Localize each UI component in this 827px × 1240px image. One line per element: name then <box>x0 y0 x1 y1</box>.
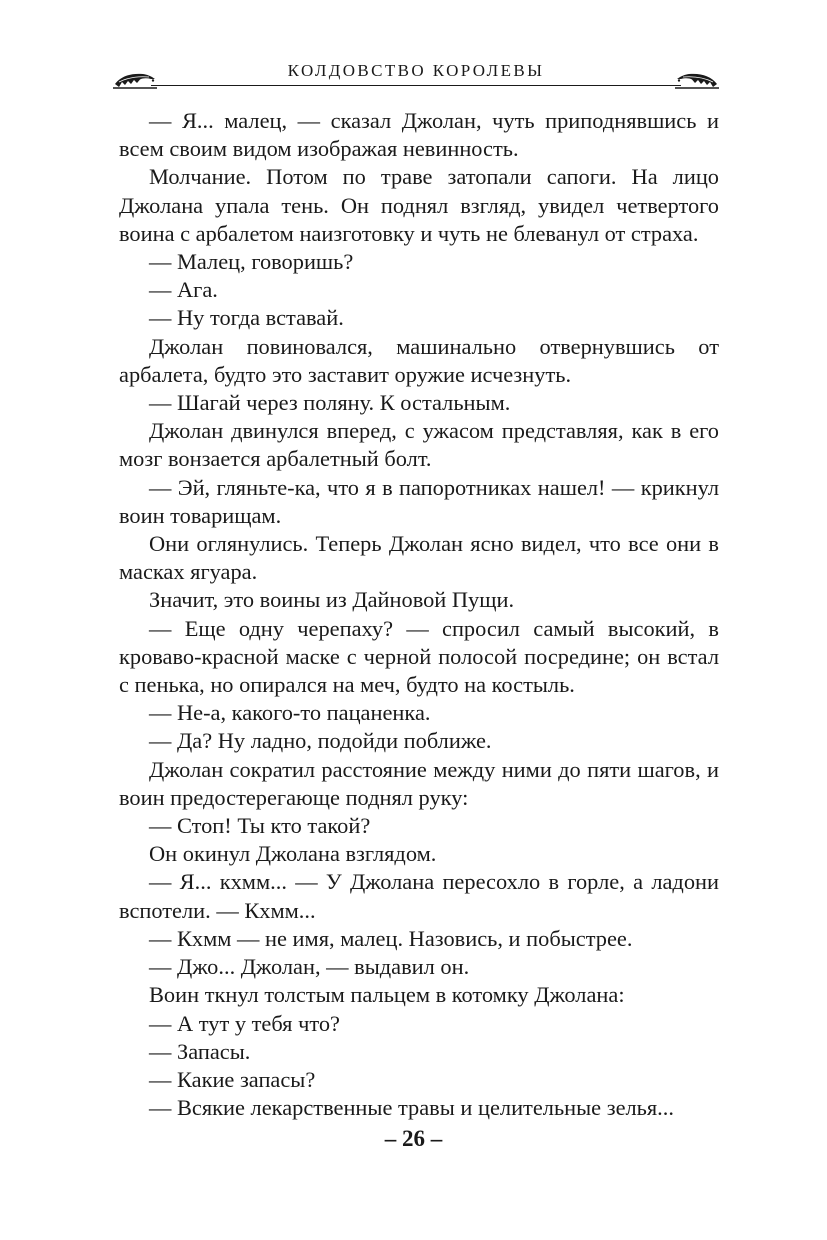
paragraph: Молчание. Потом по траве затопали сапоги. На лицо Джолана упала тень. Он поднял взгляд, увидел четвертого воина с арбалетом наизготовку и чуть не блеванул от страха. <box>119 164 719 246</box>
header-rule <box>151 85 681 86</box>
paragraph: — Я... малец, — сказал Джолан, чуть приподнявшись и всем своим видом изображая невинность. <box>119 108 719 162</box>
paragraph: — Да? Ну ладно, подойди поближе. <box>149 728 492 754</box>
paragraph: — Ну тогда вставай. <box>149 305 344 331</box>
paragraph: — Кхмм — не имя, малец. Назовись, и побыстрее. <box>149 925 633 951</box>
running-header <box>113 58 719 92</box>
paragraph: — Какие запасы? <box>149 1066 316 1092</box>
paragraph: Значит, это воины из Дайновой Пущи. <box>149 587 515 613</box>
paragraph: Джолан повиновался, машинально отвернувшись от арбалета, будто это заставит оружие исчезнуть. <box>119 333 719 387</box>
paragraph: — Еще одну черепаху? — спросил самый высокий, в кроваво-красной маске с черной полосой посредине; он встал с пенька, но опирался на меч, будто на костыль. <box>119 615 719 698</box>
paragraph: — Не-а, какого-то пацаненка. <box>149 700 431 726</box>
book-title: КОЛДОВСТВО КОРОЛЕВЫ <box>287 61 545 80</box>
paragraph: Он окинул Джолана взглядом. <box>149 841 437 867</box>
dragon-wing-ornament-icon <box>675 70 719 92</box>
paragraph: — Эй, гляньте-ка, что я в папоротниках нашел! — крикнул воин товарищам. <box>119 474 719 528</box>
paragraph: — Малец, говоришь? <box>149 249 354 275</box>
paragraph: — Всякие лекарственные травы и целительные зелья... <box>149 1095 674 1121</box>
paragraph: Они оглянулись. Теперь Джолан ясно видел, что все они в масках ягуара. <box>119 531 719 585</box>
paragraph: — Джо... Джолан, — выдавил он. <box>149 954 470 980</box>
body-text <box>119 107 719 1122</box>
paragraph: — Ага. <box>149 277 218 303</box>
paragraph: — А тут у тебя что? <box>149 1010 340 1036</box>
paragraph: — Стоп! Ты кто такой? <box>149 813 371 839</box>
paragraph: Джолан двинулся вперед, с ужасом представляя, как в его мозг вонзается арбалетный болт. <box>119 418 719 472</box>
page-number: – 26 – <box>384 1126 443 1151</box>
paragraph: Воин ткнул толстым пальцем в котомку Джолана: <box>149 982 625 1008</box>
paragraph: — Я... кхмм... — У Джолана пересохло в горле, а ладони вспотели. — Кхмм... <box>119 869 719 923</box>
paragraph: — Шагай через поляну. К остальным. <box>149 390 511 416</box>
paragraph: — Запасы. <box>149 1038 251 1064</box>
paragraph: Джолан сократил расстояние между ними до пяти шагов, и воин предостерегающе поднял руку: <box>119 756 719 810</box>
